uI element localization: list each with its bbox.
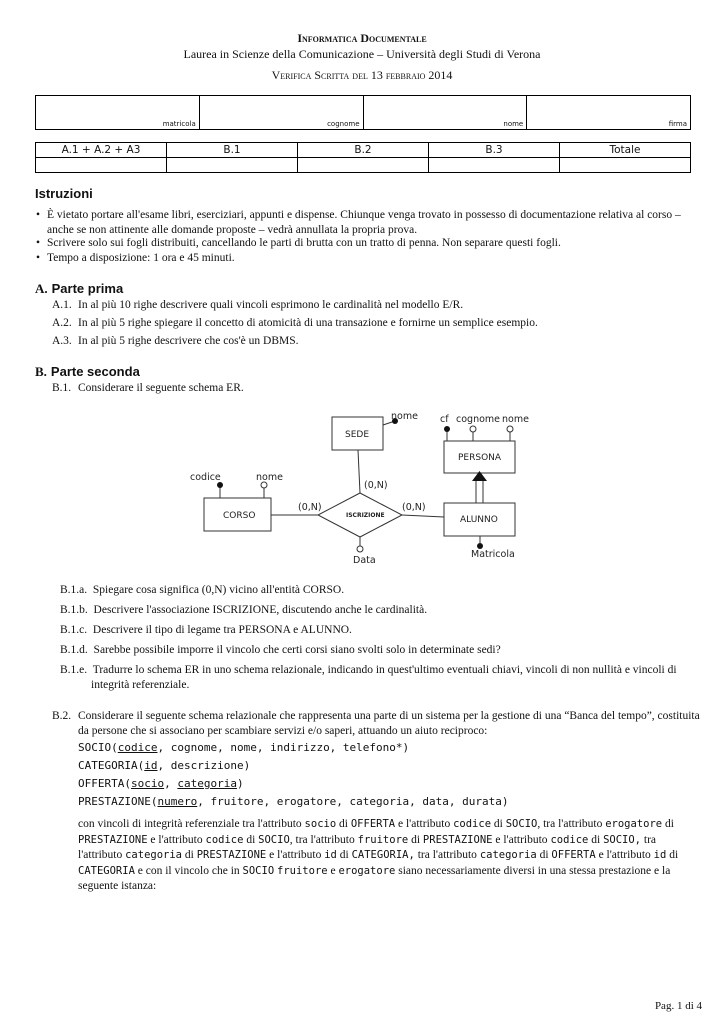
text-run: di	[182, 849, 197, 861]
relation-name: SOCIO(	[78, 741, 118, 754]
instruction-item: • È vietato portare all'esame libri, eserciziari, appunti e dispense. Chiunque venga trovato in possesso di documentazione relativa al corso – anche se non attinente alle domande proposte – vedrà annullata la propria prova.	[36, 208, 696, 238]
sub-question-number: B.1.d.	[60, 644, 88, 656]
attribute-dot	[357, 546, 363, 552]
question-text: Considerare il seguente schema ER.	[78, 382, 244, 394]
sub-question	[60, 643, 700, 658]
cognome-cell: cognome	[199, 96, 363, 130]
attribute-label: cf	[440, 414, 449, 425]
code-run: codice	[205, 833, 244, 846]
separator: ,	[164, 777, 178, 790]
entity-label: SEDE	[345, 430, 370, 440]
code-run: OFFERTA	[551, 849, 596, 861]
constraints-paragraph	[78, 817, 698, 895]
sub-question-number: B.1.b.	[60, 604, 88, 616]
code-run: PRESTAZIONE	[196, 849, 267, 861]
attribute-label: Data	[353, 555, 376, 566]
sub-question-number: B.1.a.	[60, 584, 88, 596]
code-run: socio	[304, 818, 337, 830]
question-number: A.1.	[52, 299, 72, 311]
grade-header: B.1	[167, 143, 298, 158]
code-run: SOCIO	[505, 818, 538, 830]
matricola-cell: matricola	[36, 96, 200, 130]
code-run: id	[653, 849, 667, 861]
degree-line: Laurea in Scienze della Comunicazione – Università degli Studi di Verona	[183, 47, 541, 61]
code-run: categoria	[479, 849, 537, 861]
cardinality-label: (0,N)	[402, 502, 426, 513]
text-run: e con il vincolo che in	[134, 864, 243, 877]
question-a3	[52, 335, 702, 347]
attribute-dot	[470, 426, 476, 432]
student-id-table	[35, 95, 691, 130]
question-text: In al più 5 righe spiegare il concetto di atomicità di una transazione e fornirne un semplice esempio.	[78, 317, 538, 329]
relation-attributes: , fruitore, erogatore, categoria, data, durata)	[197, 795, 509, 808]
text-run: e	[327, 864, 339, 877]
primary-key: categoria	[177, 777, 237, 790]
cardinality-label: (0,N)	[364, 480, 388, 491]
instruction-text: È vietato portare all'esame libri, eserciziari, appunti e dispense. Chiunque venga trovato in possesso di documentazione relativa al corso – anche se non attinente alle domande proposte – vedrà annullata la propria prova.	[47, 209, 681, 236]
schema-prestazione	[78, 795, 509, 808]
text-run: e l'attributo	[395, 818, 454, 830]
code-run: SOCIO	[258, 833, 290, 846]
sub-question	[60, 603, 700, 618]
text-run: tra l'attributo	[414, 849, 480, 861]
attribute-label: nome	[391, 411, 418, 422]
code-run: codice	[453, 818, 492, 830]
code-run: PRESTAZIONE	[78, 833, 148, 846]
sub-question-text: Sarebbe possibile imporre il vincolo che certi corsi siano svolti solo in determinate sedi?	[93, 644, 501, 656]
sub-question-number: B.1.e.	[60, 664, 88, 676]
grades-header-row	[36, 143, 691, 158]
question-number: B.1.	[52, 382, 72, 394]
question-a1	[52, 299, 702, 311]
question-text: In al più 5 righe descrivere che cos'è un DBMS.	[78, 335, 299, 347]
grades-table	[35, 142, 691, 173]
relationship-label: ISCRIZIONE	[346, 512, 385, 519]
question-b1	[52, 382, 702, 394]
code-run: id	[324, 849, 337, 861]
primary-key: id	[144, 759, 158, 772]
text-run: con vincoli di integrità referenziale tra l'attributo	[78, 818, 305, 830]
grade-header: Totale	[560, 143, 691, 158]
code-run: CATEGORIA,	[351, 849, 415, 861]
code-run: CATEGORIA	[78, 864, 135, 877]
sub-question-text: Spiegare cosa significa (0,N) vicino all'entità CORSO.	[92, 584, 345, 596]
instruction-text: Scrivere solo sui fogli distribuiti, cancellando le parti di brutta con un tratto di penna. Non separare questi fogli.	[47, 237, 561, 249]
text-run: di	[536, 849, 552, 861]
question-number: A.2.	[52, 317, 72, 329]
code-run: categoria	[125, 849, 183, 861]
text-run: e l'attributo	[266, 849, 325, 861]
entity-label: ALUNNO	[460, 515, 498, 525]
text-run: di	[666, 849, 679, 861]
text-run: di	[662, 818, 674, 830]
text-run: , tra l'attributo	[537, 818, 606, 830]
sub-question	[60, 663, 701, 693]
firma-cell: firma	[527, 96, 691, 130]
text-run: di	[243, 833, 259, 846]
part-a-title: Parte prima	[51, 281, 124, 296]
question-number: A.3.	[52, 335, 72, 347]
primary-key: socio	[130, 777, 165, 790]
attribute-label: Matricola	[471, 549, 515, 560]
text-run: , tra l'attributo	[289, 833, 358, 846]
cardinality-label: (0,N)	[298, 502, 322, 513]
attribute-key-dot	[444, 426, 450, 432]
exam-title: Verifica Scritta del 13 febbraio 2014	[271, 68, 453, 82]
code-run: erogatore	[338, 864, 396, 877]
question-text: In al più 10 righe descrivere quali vincoli esprimono le cardinalità nel modello E/R.	[78, 299, 464, 311]
part-b-letter: B.	[35, 364, 47, 379]
question-number: B.2.	[52, 710, 72, 722]
text-run: siano necessariamente diversi in una stessa prestazione e la seguente istanza:	[78, 864, 671, 892]
code-run: fruitore	[357, 833, 409, 846]
part-b-heading	[35, 363, 140, 381]
grade-cell	[429, 158, 560, 173]
part-b-title: Parte seconda	[50, 364, 140, 379]
primary-key: numero	[157, 795, 198, 808]
sub-question	[60, 583, 700, 598]
grade-cell	[560, 158, 691, 173]
grade-cell	[36, 158, 167, 173]
attribute-label: codice	[190, 472, 221, 483]
code-run: codice	[550, 833, 589, 846]
code-run: OFFERTA	[350, 818, 396, 830]
sub-question	[60, 623, 700, 638]
text-run: di	[588, 833, 604, 846]
part-a-heading	[35, 280, 123, 298]
question-a2	[52, 317, 702, 329]
primary-key: codice	[117, 741, 158, 754]
instruction-text: Tempo a disposizione: 1 ora e 45 minuti.	[47, 252, 235, 264]
course-title: Informatica Documentale	[297, 31, 427, 45]
grade-cell	[298, 158, 429, 173]
grade-header: B.2	[298, 143, 429, 158]
attribute-label: nome	[256, 472, 283, 483]
attribute-dot	[507, 426, 513, 432]
question-b2	[52, 709, 702, 739]
part-a-letter: A.	[35, 281, 48, 296]
text-run: e l'attributo	[595, 849, 654, 861]
relation-attributes: , cognome, nome, indirizzo, telefono*)	[157, 741, 410, 754]
text-run: di	[408, 833, 423, 846]
instructions-heading: Istruzioni	[35, 186, 93, 201]
relation-attributes: , descrizione)	[157, 759, 251, 772]
text-run: tra l'attributo	[78, 833, 657, 861]
text-run: di	[491, 818, 506, 830]
question-text: Considerare il seguente schema relazionale che rappresenta una parte di un sistema per la gestione di una “Banca del tempo”, costituita da persone che si associano per scambiare servizi e/o saperi, attuando un aiuto reciproco:	[78, 710, 700, 737]
entity-label: CORSO	[223, 511, 256, 521]
entity-label: PERSONA	[458, 453, 502, 463]
code-run: SOCIO,	[603, 833, 642, 846]
relation-name: PRESTAZIONE(	[78, 795, 158, 808]
grade-header: B.3	[429, 143, 560, 158]
text-run: e l'attributo	[492, 833, 551, 846]
code-run: SOCIO	[242, 864, 275, 877]
relation-attributes: )	[236, 777, 244, 790]
schema-socio	[78, 741, 409, 754]
code-run: erogatore	[605, 818, 663, 830]
sub-question-text: Tradurre lo schema ER in uno schema relazionale, indicando in quest'ultimo eventuali chiavi, vincoli di non nullità e vincoli di integrità referenziale.	[91, 664, 677, 691]
schema-categoria	[78, 759, 250, 772]
text-run: di	[336, 818, 351, 830]
text-run: e l'attributo	[147, 833, 206, 846]
page-number: Pag. 1 di 4	[654, 1000, 702, 1012]
instruction-item: • Scrivere solo sui fogli distribuiti, cancellando le parti di brutta con un tratto di penna. Non separare questi fogli.	[36, 236, 696, 251]
sub-question-text: Descrivere l'associazione ISCRIZIONE, discutendo anche le cardinalità.	[93, 604, 428, 616]
schema-offerta	[78, 777, 244, 790]
nome-cell: nome	[363, 96, 527, 130]
attribute-label: cognome	[456, 414, 500, 425]
code-run: fruitore	[277, 864, 328, 877]
relation-name: OFFERTA(	[78, 777, 131, 790]
grades-empty-row	[36, 158, 691, 173]
text-run: di	[336, 849, 352, 861]
grade-header: A.1 + A.2 + A3	[36, 143, 167, 158]
relation-name: CATEGORIA(	[78, 759, 145, 772]
sub-question-text: Descrivere il tipo di legame tra PERSONA e ALUNNO.	[92, 624, 352, 636]
instruction-item: • Tempo a disposizione: 1 ora e 45 minuti.	[36, 251, 696, 266]
sub-question-number: B.1.c.	[60, 624, 88, 636]
grade-cell	[167, 158, 298, 173]
er-diagram	[180, 405, 540, 570]
attribute-label: nome	[502, 414, 529, 425]
code-run: PRESTAZIONE	[422, 833, 493, 846]
